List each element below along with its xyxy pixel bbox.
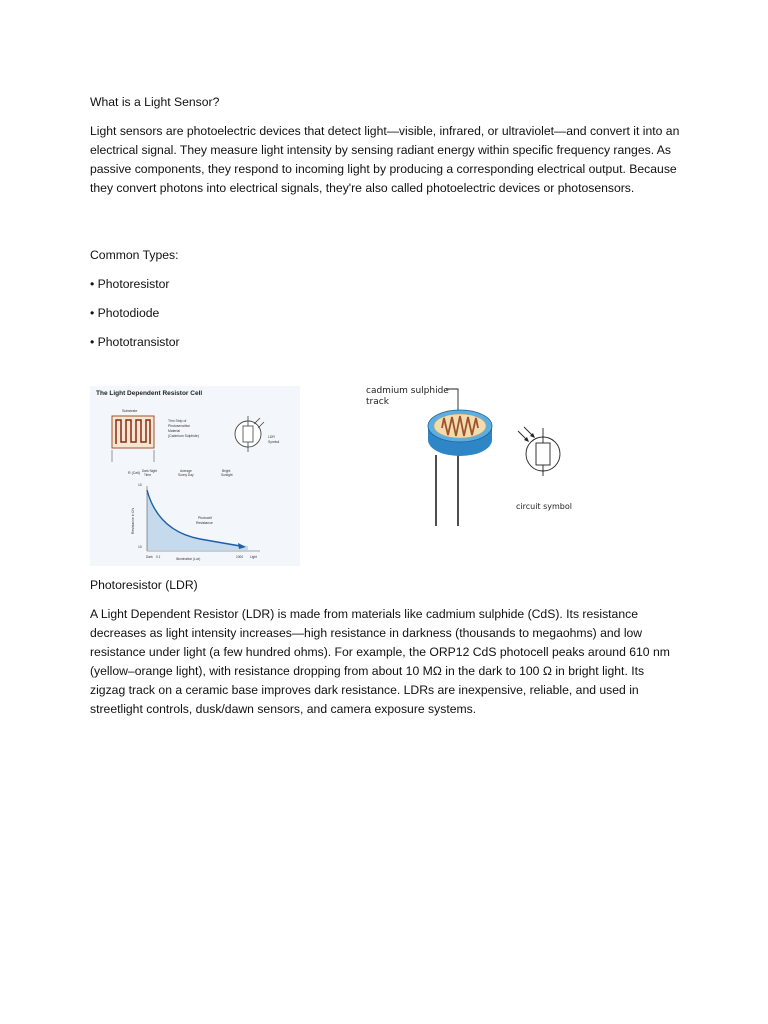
condition-bright-1: Bright — [222, 469, 231, 473]
track-label-1: cadmium sulphide — [366, 386, 449, 396]
ldr-body — [428, 410, 492, 456]
x-tick-dark: Dark — [146, 555, 153, 559]
condition-dark-1: Dark Night — [142, 469, 158, 473]
ldr-heading: Photoresistor (LDR) — [90, 578, 198, 592]
ldr-component-drawing — [358, 380, 588, 550]
intro-paragraph: Light sensors are photoelectric devices that detect light—visible, infrared, or ultraviolet—and convert it into an electrical signal. They measure light intensity by sensing radiant energy within specific frequency ranges. As passive components, they respond to incoming light by producing a corresponding electrical output. Because they convert photons into electrical signals, they're also called photoelectric devices or photosensors. — [90, 124, 680, 195]
condition-bright-2: Sunlight — [221, 473, 233, 477]
x-tick-low: 0.1 — [156, 555, 161, 559]
condition-average-2: Sunny Day — [178, 473, 194, 477]
x-axis-label: Illumination (Lux) — [176, 557, 201, 561]
types-heading: Common Types: — [90, 248, 179, 262]
strip-label-1: Thin Strip of — [168, 419, 187, 423]
document-page — [90, 93, 680, 729]
strip-label-2: Photosensitive — [168, 424, 191, 428]
type-item-photoresistor: • Photoresistor — [90, 277, 170, 291]
substrate-label: Substrate — [122, 409, 138, 413]
x-tick-high: 1000 — [236, 555, 244, 559]
y-bottom-tick: 10 — [138, 545, 142, 549]
condition-dark-2: Time — [144, 473, 151, 477]
track-label-2: track — [366, 397, 389, 407]
page-title: What is a Light Sensor? — [90, 95, 220, 109]
strip-label-3: Material — [168, 429, 181, 433]
ldr-symbol-icon — [235, 416, 264, 452]
y-axis-label: Resistance in Ω's — [131, 507, 135, 534]
ldr-circuit-symbol-icon — [518, 427, 560, 476]
ldr-symbol-label-2: Symbol — [268, 440, 280, 444]
type-item-phototransistor: • Phototransistor — [90, 335, 180, 349]
ldr-paragraph: A Light Dependent Resistor (LDR) is made from materials like cadmium sulphide (CdS). Its resistance decreases as light intensity increases—high resistance in darkness (thousands to megaohms) and low resistance under light (a few hundred ohms). For example, the ORP12 CdS photocell peaks around 610 nm (yellow–orange light), with resistance dropping from about 10 MΩ in the dark to 100 Ω in bright light. Its zigzag track on a ceramic base improves dark resistance. LDRs are inexpensive, reliable, and used in streetlight controls, dusk/dawn sensors, and camera exposure systems. — [90, 607, 670, 716]
curve-label-1: Photocell — [198, 516, 212, 520]
type-item-photodiode: • Photodiode — [90, 306, 160, 320]
ldr-symbol-label-1: LDR — [268, 435, 275, 439]
ldr-diagram-title: The Light Dependent Resistor Cell — [96, 390, 203, 397]
figures-row — [90, 380, 680, 570]
y-top-tick: 10 — [138, 483, 142, 487]
r-cell-label: R (Cell) — [128, 471, 141, 475]
substrate-block — [112, 416, 154, 448]
curve-label-2: Resistance — [196, 521, 213, 525]
strip-label-4: (Cadmium Sulphide) — [168, 434, 199, 438]
ldr-cell-diagram — [90, 386, 300, 566]
condition-average-1: Average — [180, 469, 192, 473]
circuit-symbol-label: circuit symbol — [516, 502, 572, 511]
x-unit-label: Light — [250, 555, 257, 559]
